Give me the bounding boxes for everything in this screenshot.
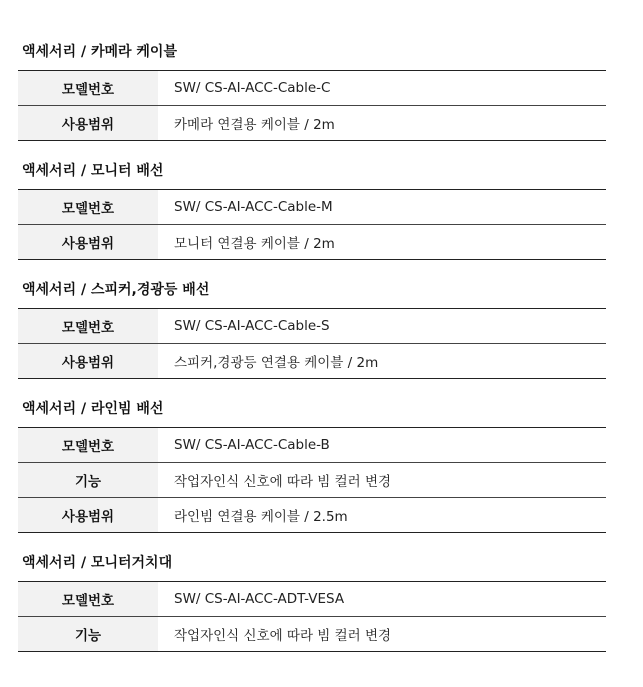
spec-table [18,581,606,652]
section-linebeam-cable [18,399,606,533]
row-label: 사용범위 [18,344,158,379]
section-title: 액세서리 / 스피커,경광등 배선 [22,282,210,298]
row-value: 작업자인식 신호에 따라 빔 컬러 변경 [158,617,606,652]
table-row [18,225,606,260]
table-row [18,582,606,617]
row-value: 라인빔 연결용 케이블 / 2.5m [158,498,606,533]
table-row [18,428,606,463]
section-title: 액세서리 / 라인빔 배선 [22,401,164,417]
row-value: 스피커,경광등 연결용 케이블 / 2m [158,344,606,379]
section-title: 액세서리 / 카메라 케이블 [22,44,177,60]
table-row [18,309,606,344]
row-label: 사용범위 [18,225,158,260]
row-label: 모델번호 [18,71,158,106]
row-value: 작업자인식 신호에 따라 빔 컬러 변경 [158,463,606,498]
section-speaker-cable [18,280,606,379]
row-value: 모니터 연결용 케이블 / 2m [158,225,606,260]
table-row [18,106,606,141]
row-value: SW/ CS-AI-ACC-Cable-B [158,428,606,463]
row-value: 카메라 연결용 케이블 / 2m [158,106,606,141]
section-monitor-cable [18,161,606,260]
table-row [18,71,606,106]
section-camera-cable [18,42,606,141]
row-label: 모델번호 [18,190,158,225]
table-row [18,344,606,379]
section-title: 액세서리 / 모니터 배선 [22,163,164,179]
row-label: 기능 [18,617,158,652]
row-label: 기능 [18,463,158,498]
row-value: SW/ CS-AI-ACC-Cable-M [158,190,606,225]
table-row [18,463,606,498]
row-value: SW/ CS-AI-ACC-Cable-S [158,309,606,344]
row-label: 사용범위 [18,498,158,533]
section-monitor-stand [18,553,606,652]
spec-table [18,308,606,379]
row-label: 사용범위 [18,106,158,141]
row-value: SW/ CS-AI-ACC-Cable-C [158,71,606,106]
spec-table [18,427,606,533]
row-value: SW/ CS-AI-ACC-ADT-VESA [158,582,606,617]
spec-table [18,70,606,141]
row-label: 모델번호 [18,309,158,344]
table-row [18,498,606,533]
row-label: 모델번호 [18,428,158,463]
spec-table [18,189,606,260]
table-row [18,617,606,652]
section-title: 액세서리 / 모니터거치대 [22,555,173,571]
table-row [18,190,606,225]
row-label: 모델번호 [18,582,158,617]
